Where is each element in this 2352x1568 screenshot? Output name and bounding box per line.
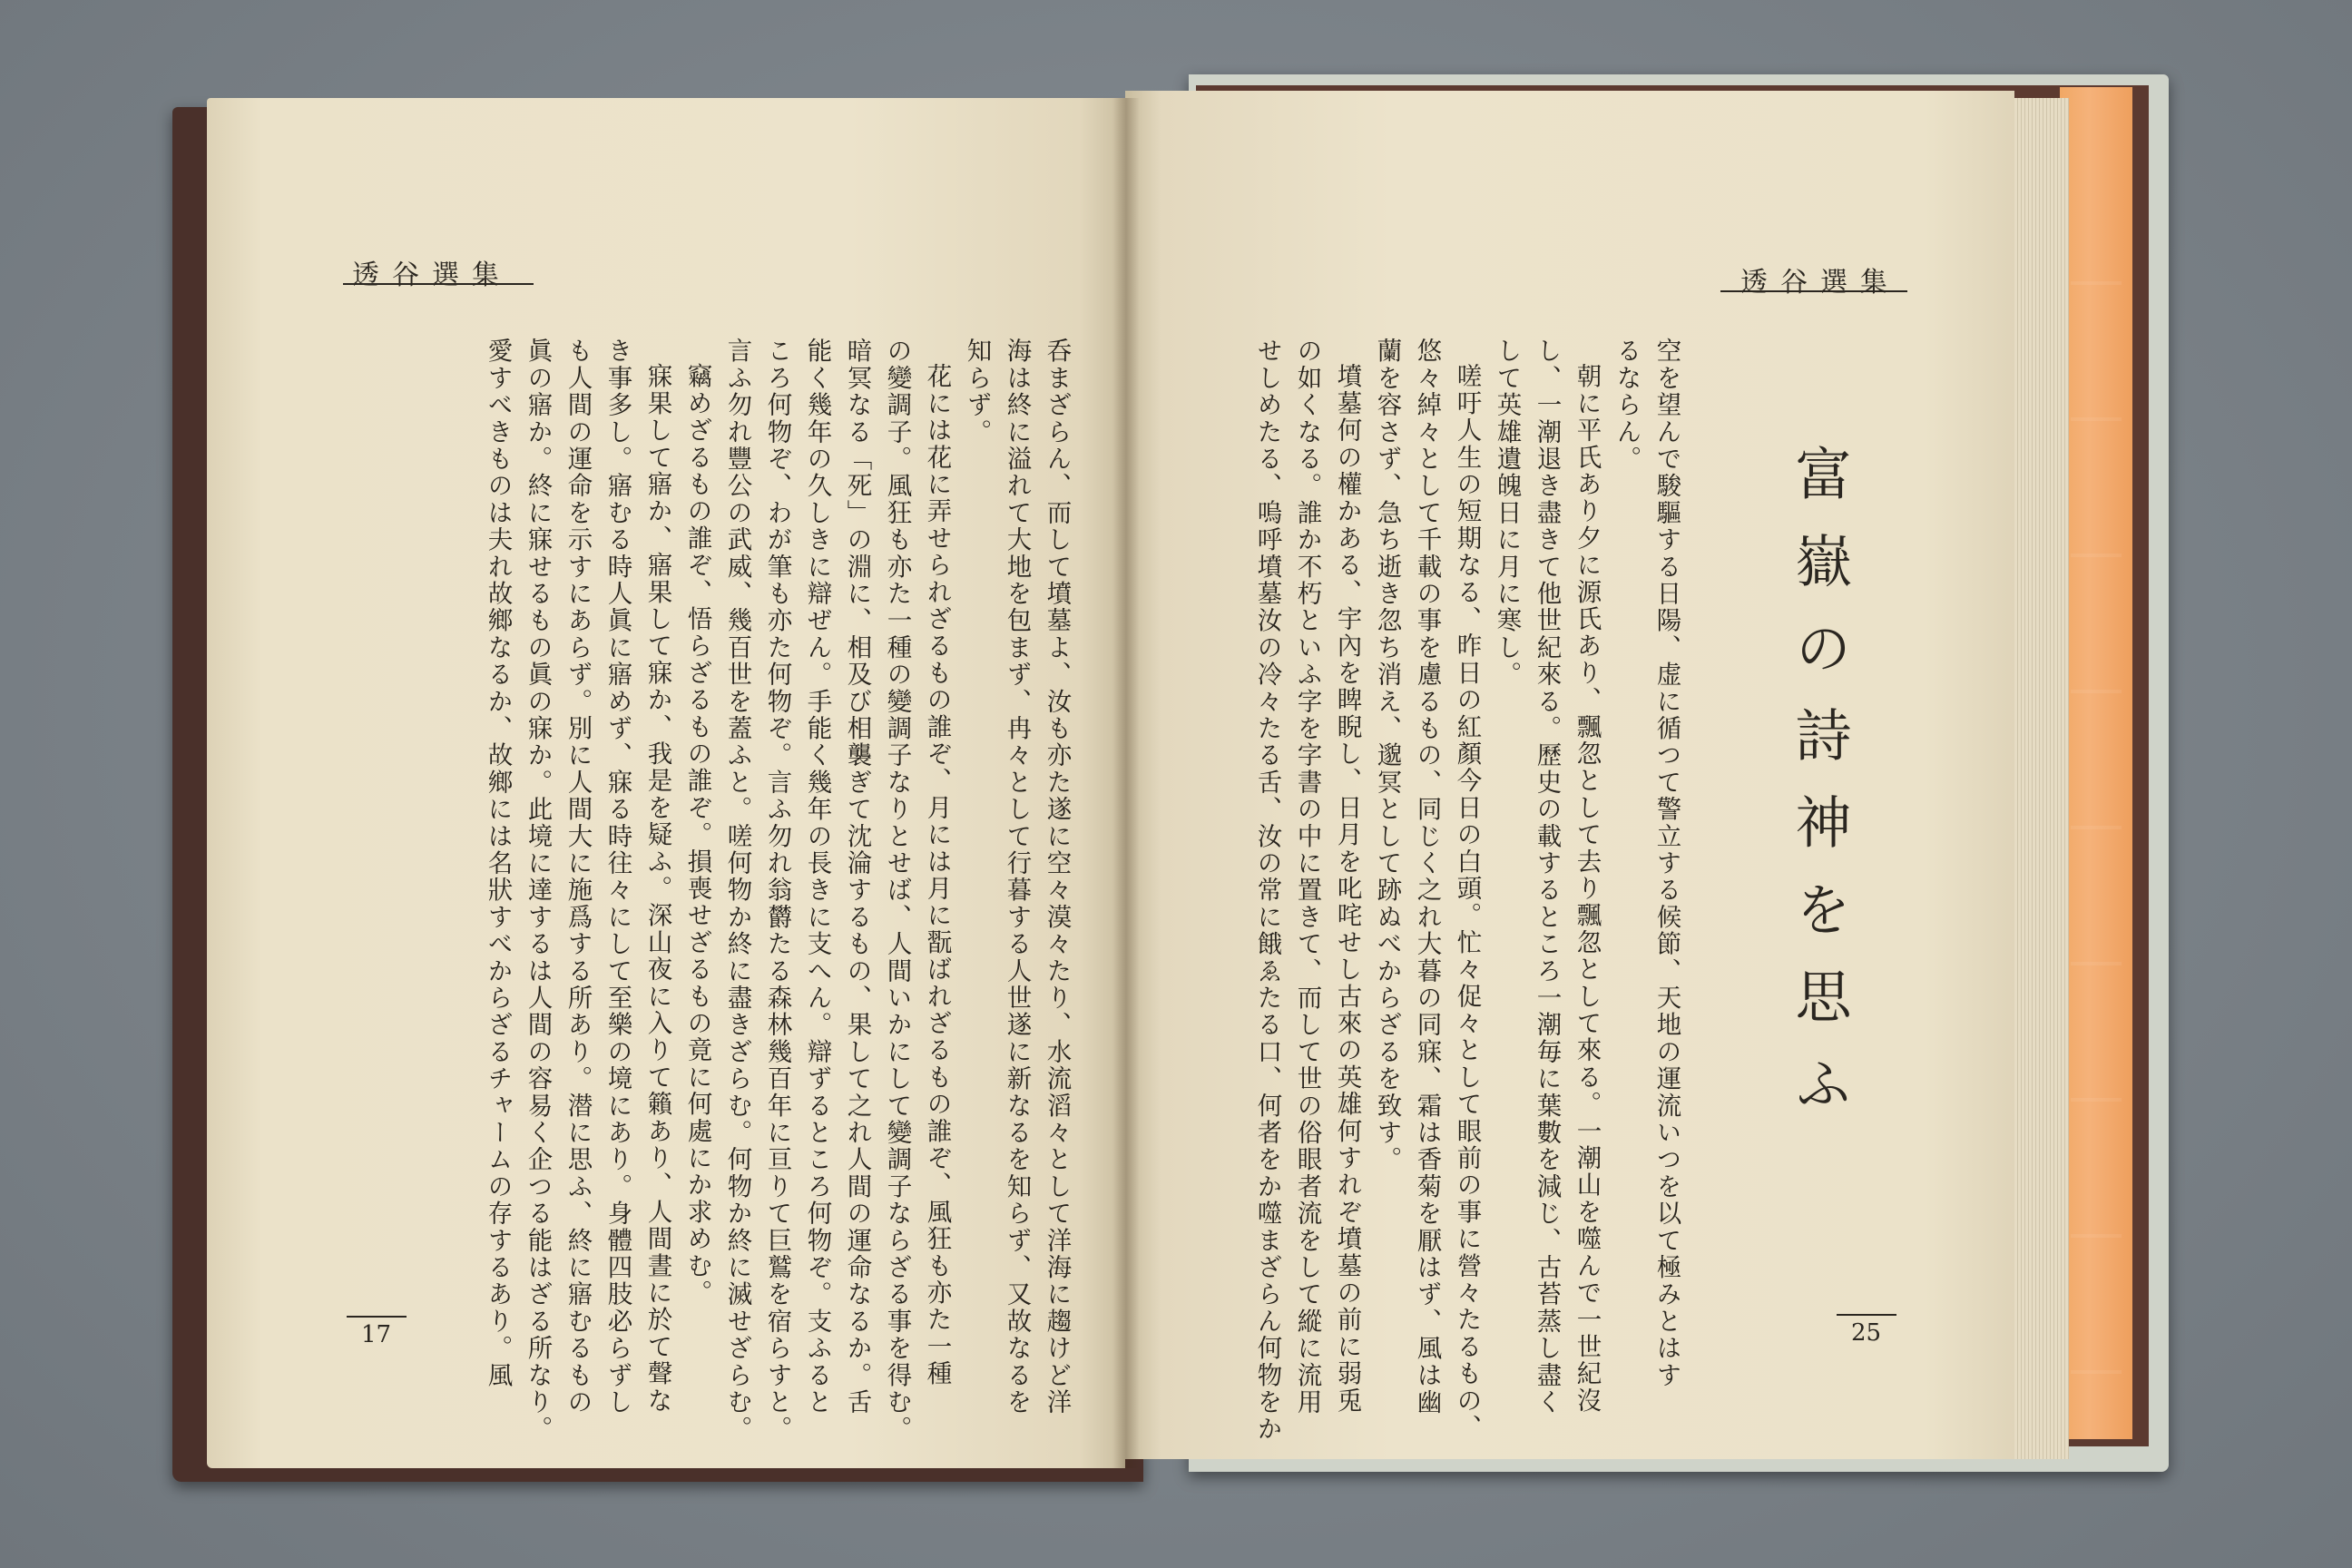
text-column: 空を望んで駿驅する日陽、虚に循つて警立する候節、天地の運流いつを以て極みとはす <box>1651 338 1681 1389</box>
text-column: 墳墓何の權かある、宇內を睥睨し、日月を叱咤せし古來の英雄何すれぞ墳墓の前に弱兎 <box>1332 363 1362 1415</box>
text-column: 竊めざるもの誰ぞ、悟らざるもの誰ぞ。損喪せざるもの竟に何處にか求めむ。 <box>682 363 712 1307</box>
text-column: せしめたる、嗚呼墳墓汝の冷々たる舌、汝の常に餓ゑたる口、何者をか噬まざらん何物をか <box>1252 338 1282 1443</box>
folio-rule-right <box>1837 1314 1896 1316</box>
text-column: 能く幾年の久しきに辯ぜん。手能く幾年の長きに支へん。辯ずるところ何物ぞ。支ふると <box>802 338 832 1416</box>
text-column: の變調子。風狂も亦た一種の變調子なりとせば、人間いかにして變調子ならざる事を得む。 <box>882 338 912 1443</box>
text-column: の如くなる。誰か不朽といふ字を字書の中に置きて、而して世の俗眼者流をして縱に流用 <box>1292 338 1322 1416</box>
text-column: し、一潮退き盡きて他世紀來る。歷史の載するところ一潮毎に葉數を減じ、古苔蒸し盡く <box>1532 338 1562 1416</box>
running-head-right: 透谷選集 <box>1740 267 1900 299</box>
book-gutter <box>1112 98 1140 1468</box>
text-column: 蘭を容さず、急ち逝き忽ち消え、邈冥として跡ぬべからざるを致す。 <box>1372 338 1402 1173</box>
text-column: 暗冥なる「死」の淵に、相及び相襲ぎて沈淪するもの、果して之れ人間の運命なるか。舌 <box>842 338 872 1416</box>
running-head-rule-left <box>343 283 534 285</box>
text-column: も人間の運命を示すにあらず。別に人間大に施爲する所あり。潜に思ふ、終に寤むるもの <box>563 338 593 1416</box>
text-column: 嗟吁人生の短期なる、昨日の紅顏今日の白頭。忙々促々として眼前の事に營々たるもの、 <box>1452 363 1482 1441</box>
text-column: 知らず。 <box>962 338 992 446</box>
text-column: 海は終に溢れて大地を包まず、冉々として行暮する人世遂に新なるを知らず、又故なるを <box>1002 338 1032 1416</box>
running-head-rule-right <box>1720 290 1907 292</box>
text-column: 呑まざらん、而して墳墓よ、汝も亦た遂に空々漠々たり、水流滔々として洋海に趨けど洋 <box>1042 338 1072 1416</box>
folio-right: 25 <box>1851 1319 1882 1347</box>
text-column: 寐果して寤か、寤果して寐か、我是を疑ふ。深山夜に入りて籟あり、人間晝に於て聲な <box>642 363 672 1415</box>
text-column: 眞の寤か。終に寐せるもの眞の寐か。此境に達するは人間の容易く企つる能はざる所なり。 <box>523 338 553 1443</box>
text-column: ころ何物ぞ、わが筆も亦た何物ぞ。言ふ勿れ翁欝たる森林幾百年に亘りて巨鷲を宿らすと。 <box>762 338 792 1443</box>
text-column: 朝に平氏あり夕に源氏あり、飄忽として去り飄忽として來る。一潮山を噬んで一世紀沒 <box>1572 363 1602 1415</box>
chapter-title: 富嶽の詩神を思ふ <box>1786 445 1852 1142</box>
text-column: き事多し。寤むる時人眞に寤めず、寐る時往々にして至樂の境にあり。身體四肢必らずし <box>603 338 632 1416</box>
text-column: 花には花に弄せられざるもの誰ぞ、月には月に翫ばれざるもの誰ぞ、風狂も亦た一種 <box>922 363 952 1387</box>
folio-left: 17 <box>361 1321 392 1348</box>
text-column: して英雄遺魄日に月に寒し。 <box>1492 338 1522 689</box>
text-column: 愛すべきものは夫れ故鄉なるか、故鄉には名狀すべからざるチャームの存するあり。風 <box>483 338 513 1389</box>
running-head-left: 透谷選集 <box>352 260 512 291</box>
text-column: 言ふ勿れ豐公の武威、幾百世を蓋ふと。嗟何物か終に盡きざらむ。何物か終に滅せざらむ。 <box>722 338 752 1443</box>
folio-rule-left <box>347 1316 407 1318</box>
endpaper-pattern <box>2071 218 2122 1397</box>
text-column: 悠々綽々として千載の事を慮るもの、同じく之れ大暮の同寐、霜は香菊を厭はず、風は幽 <box>1412 338 1442 1416</box>
text-column: るならん。 <box>1612 338 1642 473</box>
